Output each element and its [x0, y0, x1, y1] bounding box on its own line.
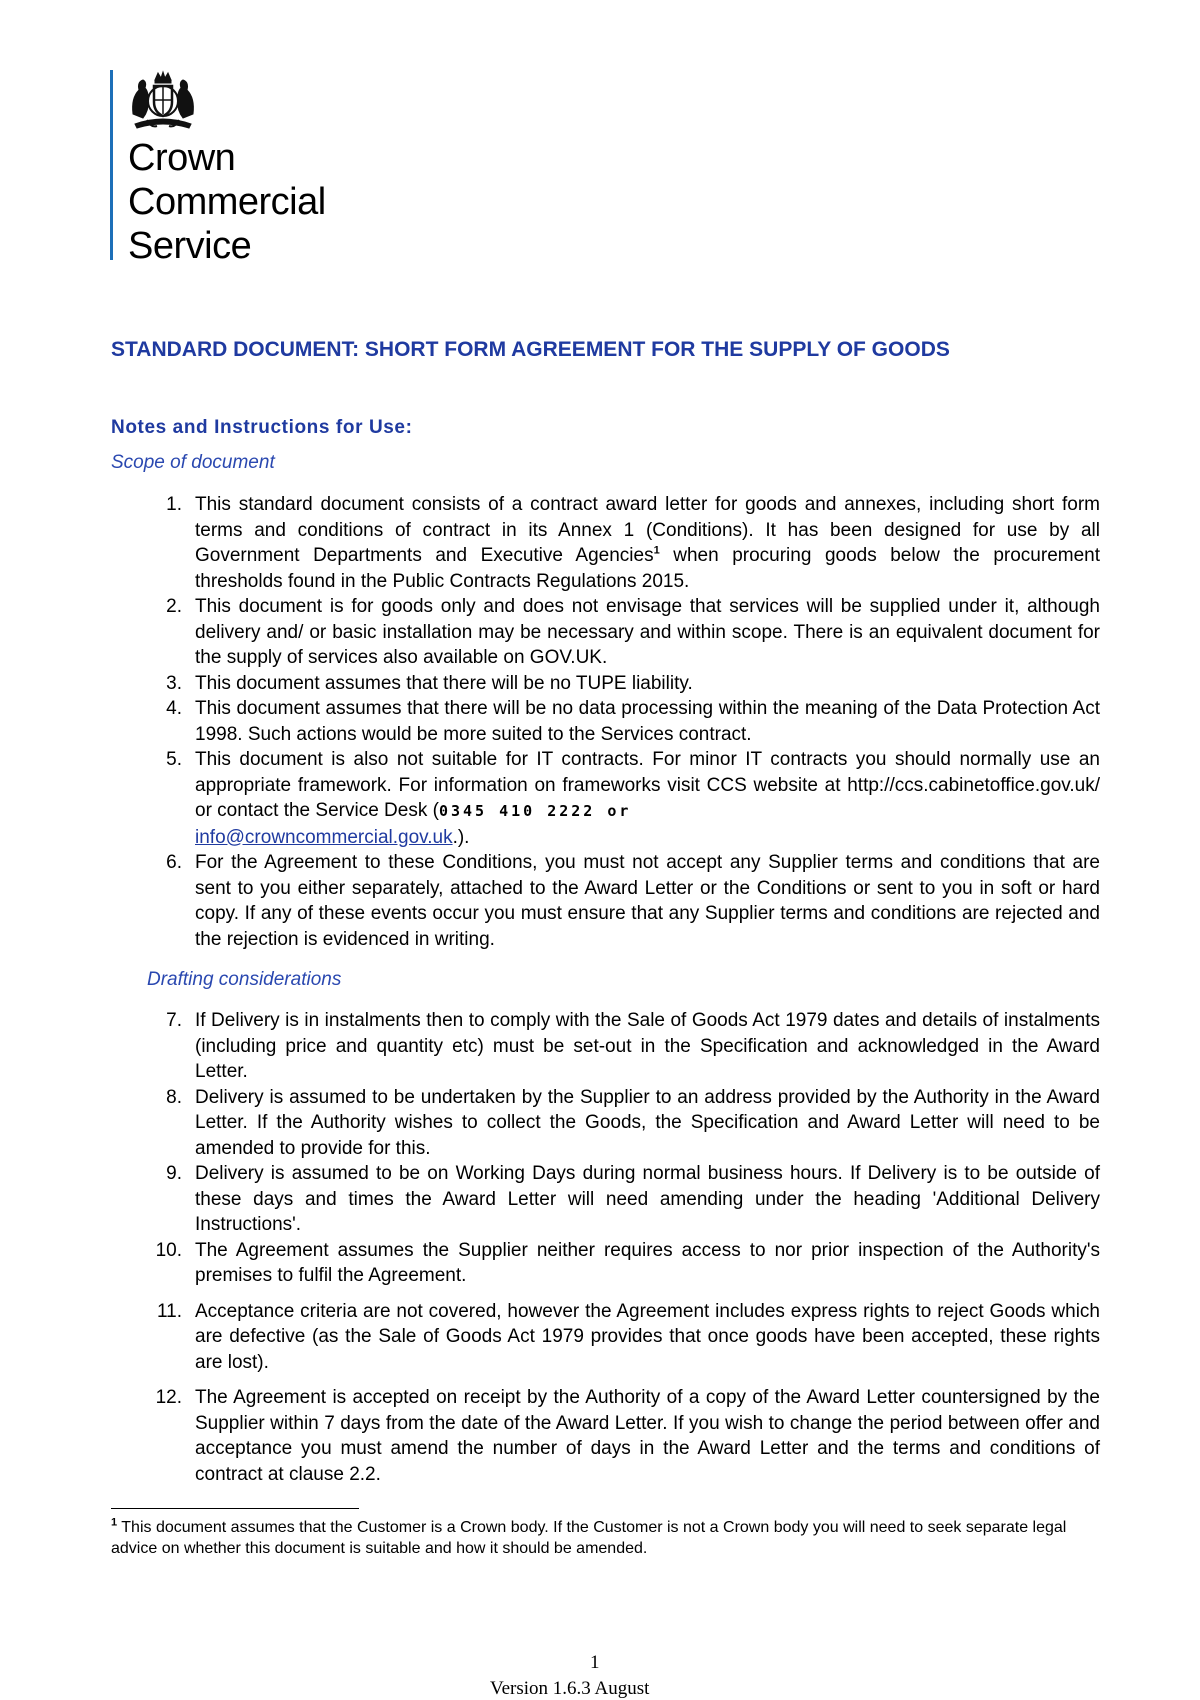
item-text: Delivery is assumed to be undertaken by the Supplier to an address provided by the Authority in the Award Letter. If the Authority wishes to collect the Goods, the Specification and Award Letter will need to be amended to provide for this.	[195, 1086, 1100, 1159]
item-number: 5.	[166, 749, 182, 770]
list-item	[140, 1085, 1100, 1162]
royal-coat-of-arms-icon	[127, 70, 199, 132]
brand-line-3: Service	[128, 225, 252, 267]
item-number: 1.	[166, 494, 182, 515]
item-number: 9.	[166, 1163, 182, 1184]
item-text: This document assumes that there will be no TUPE liability.	[195, 672, 693, 694]
list-item	[140, 671, 1100, 697]
brand-line-1: Crown	[128, 137, 236, 179]
item-text: Delivery is assumed to be on Working Days during normal business hours. If Delivery is to be outside of these days and times the Award Letter will need amending under the heading 'Additional Delivery Instructions'.	[195, 1163, 1100, 1235]
list-item	[140, 696, 1100, 747]
list-item	[140, 850, 1100, 952]
version-label: Version 1.6.3 August	[490, 1678, 650, 1699]
list-item	[140, 492, 1100, 594]
item-number: 10.	[155, 1239, 182, 1261]
list-item	[140, 747, 1100, 850]
list-item	[140, 1161, 1100, 1238]
item-number: 2.	[166, 596, 182, 617]
brand-wordmark	[128, 136, 326, 268]
item-text: If Delivery is in instalments then to comply with the Sale of Goods Act 1979 dates and details of instalments (including price and quantity etc) must be set-out in the Specification and acknowledged in the Award Letter.	[195, 1010, 1100, 1082]
item-text: The Agreement is accepted on receipt by the Authority of a copy of the Award Letter countersigned by the Supplier within 7 days from the date of the Award Letter. If you wish to change the period between offer and acceptance you must amend the number of days in the Award Letter and the terms and conditions of contract at clause 2.2.	[195, 1387, 1100, 1485]
item-text: This document is for goods only and does not envisage that services will be supplied under it, although delivery and/ or basic installation may be necessary and within scope. There is an equivalent document for the supply of services also available on GOV.UK.	[195, 596, 1100, 668]
list-item	[140, 594, 1100, 671]
item-number: 6.	[166, 852, 182, 873]
item-number: 7.	[166, 1010, 182, 1031]
email-link[interactable]: info@crowncommercial.gov.uk	[195, 826, 453, 848]
scope-heading: Scope of document	[111, 452, 275, 473]
page-number: 1	[590, 1652, 600, 1673]
drafting-list	[140, 1008, 1100, 1487]
item-text: This document is also not suitable for IT contracts. For minor IT contracts you should normally use an appropriate framework. For information on frameworks visit CCS website at http://ccs.cabinetoffice.gov.uk/ or contact the Service Desk (0345 410 2222 or info@crowncommercial.gov.uk.).	[195, 749, 1100, 848]
footnote-marker: 1	[111, 1516, 118, 1529]
item-text: The Agreement assumes the Supplier neither requires access to nor prior inspection of the Authority's premises to fulfil the Agreement.	[195, 1239, 1100, 1286]
item-text: This standard document consists of a contract award letter for goods and annexes, including short form terms and conditions of contract in its Annex 1 (Conditions). It has been designed for use by all Government Departments and Executive Agencies$^1$ when procuring goods below the procurement thresholds found in the Public Contracts Regulations 2015.	[195, 494, 1100, 592]
scope-list	[140, 492, 1100, 952]
item-text: This document assumes that there will be no data processing within the meaning of the Data Protection Act 1998. Such actions would be more suited to the Services contract.	[195, 698, 1100, 745]
item-number: 8.	[166, 1086, 182, 1108]
item-text: Acceptance criteria are not covered, however the Agreement includes express rights to reject Goods which are defective (as the Sale of Goods Act 1979 provides that once goods have been accepted, these rights are lost).	[195, 1300, 1100, 1373]
document-title: STANDARD DOCUMENT: SHORT FORM AGREEMENT FOR THE SUPPLY OF GOODS	[111, 338, 950, 361]
list-item	[140, 1299, 1100, 1376]
footnote	[111, 1517, 1101, 1559]
list-item	[140, 1385, 1100, 1487]
item-number: 12.	[155, 1387, 182, 1408]
drafting-heading: Drafting considerations	[147, 969, 342, 990]
notes-heading: Notes and Instructions for Use:	[111, 417, 413, 438]
footnote-reference[interactable]: 1	[653, 544, 660, 557]
item-text: For the Agreement to these Conditions, you must not accept any Supplier terms and conditions that are sent to you either separately, attached to the Award Letter or the Conditions or sent to you in soft or hard copy. If any of these events occur you must ensure that any Supplier terms and conditions are rejected and the rejection is evidenced in writing.	[195, 852, 1100, 950]
list-item	[140, 1238, 1100, 1289]
brand-line-2: Commercial	[128, 181, 326, 223]
service-desk-phone: 0345 410 2222 or	[438, 802, 632, 820]
item-number: 3.	[166, 672, 182, 694]
item-number: 4.	[166, 698, 182, 719]
footnote-text: This document assumes that the Customer is a Crown body. If the Customer is not a Crown body you will need to seek separate legal advice on whether this document is suitable and how it should be amended.	[111, 1519, 1067, 1557]
item-number: 11.	[156, 1300, 182, 1322]
logo-accent-bar	[110, 70, 113, 260]
list-item	[140, 1008, 1100, 1085]
footnote-divider	[111, 1508, 359, 1509]
